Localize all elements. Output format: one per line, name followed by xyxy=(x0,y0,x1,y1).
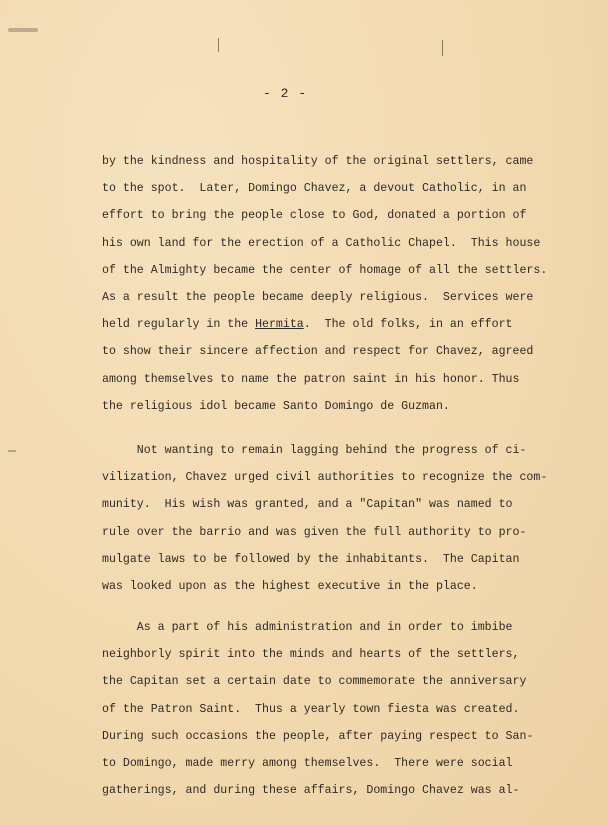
paragraph-2 xyxy=(102,437,552,600)
text-line: to Domingo, made merry among themselves. There were social xyxy=(102,757,513,771)
text-line: the Capitan set a certain date to commemorate the anniversary xyxy=(102,675,527,689)
text-line-with-underline xyxy=(102,311,552,338)
text-line: to the spot. Later, Domingo Chavez, a devout Catholic, in an xyxy=(102,182,527,196)
paragraph-3 xyxy=(102,614,552,804)
text-line: During such occasions the people, after paying respect to San- xyxy=(102,729,534,743)
text-line: was looked upon as the highest executive in the place. xyxy=(102,580,478,594)
text-line: As a part of his administration and in order to imbibe xyxy=(102,621,513,634)
punch-mark-right xyxy=(442,40,443,56)
text-fragment: held regularly in the xyxy=(102,318,256,332)
text-line: of the Almighty became the center of homage of all the settlers. xyxy=(102,263,548,277)
text-line: gatherings, and during these affairs, Domingo Chavez was al- xyxy=(102,784,520,798)
text-line: As a result the people became deeply religious. Services were xyxy=(102,291,534,305)
punch-mark-left xyxy=(218,38,219,52)
page-number: - 2 - xyxy=(262,86,307,101)
text-line: his own land for the erection of a Catholic Chapel. This house xyxy=(102,236,541,250)
text-fragment: . The old folks, in an effort xyxy=(303,318,513,332)
text-line: of the Patron Saint. Thus a yearly town fiesta was created. xyxy=(102,702,520,716)
underlined-word-hermita: Hermita xyxy=(255,318,304,332)
text-line: rule over the barrio and was given the full authority to pro- xyxy=(102,525,527,539)
text-line: mulgate laws to be followed by the inhabitants. The Capitan xyxy=(102,552,520,566)
text-line: neighborly spirit into the minds and hearts of the settlers, xyxy=(102,648,520,662)
text-line: effort to bring the people close to God, donated a portion of xyxy=(102,209,527,223)
paragraph-1 xyxy=(102,148,552,420)
paper-smudge xyxy=(8,28,38,32)
text-line: vilization, Chavez urged civil authorities to recognize the com- xyxy=(102,471,548,485)
text-line: by the kindness and hospitality of the original settlers, came xyxy=(102,155,534,168)
text-line: Not wanting to remain lagging behind the progress of ci- xyxy=(102,444,527,457)
text-line: munity. His wish was granted, and a "Capitan" was named to xyxy=(102,498,513,512)
text-line: among themselves to name the patron saint in his honor. Thus xyxy=(102,372,520,386)
text-line: the religious idol became Santo Domingo de Guzman. xyxy=(102,399,450,413)
margin-mark xyxy=(8,450,16,452)
text-line: to show their sincere affection and respect for Chavez, agreed xyxy=(102,345,534,359)
